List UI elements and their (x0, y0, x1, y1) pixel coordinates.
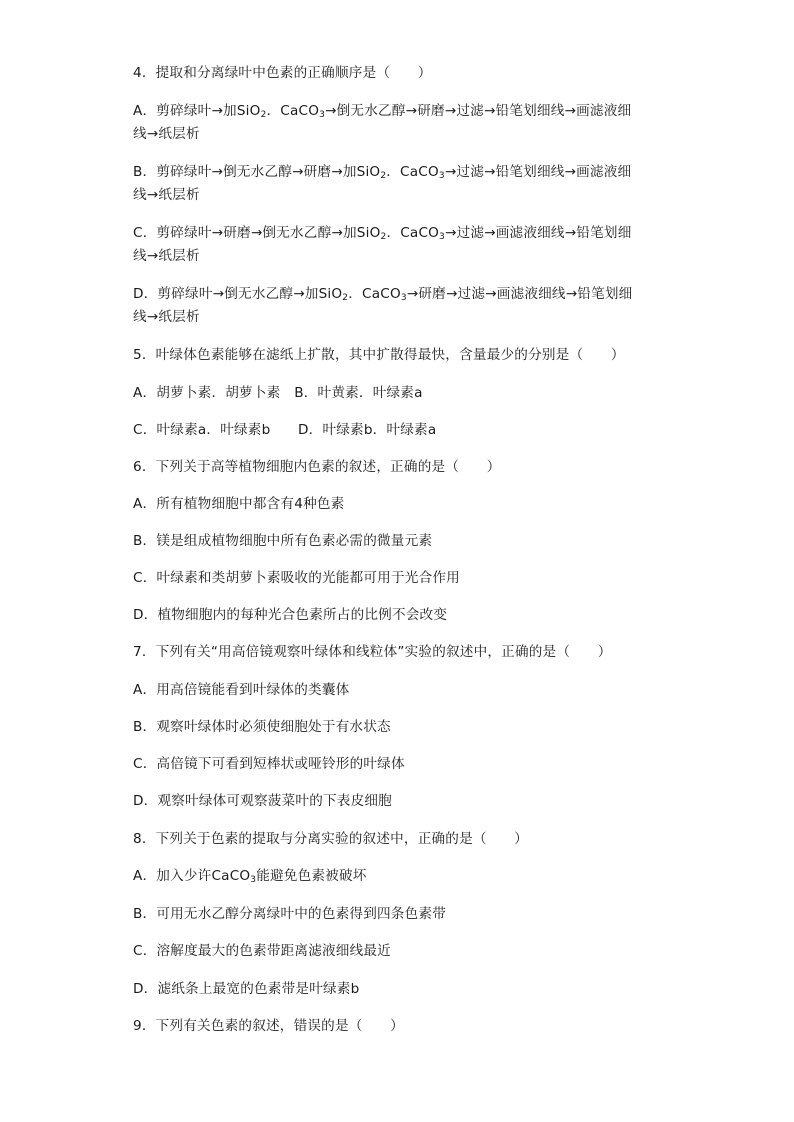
question-6-option-d: D．植物细胞内的每种光合色素所占的比例不会改变 (133, 607, 448, 623)
question-7-option-c: C．高倍镜下可看到短棒状或哑铃形的叶绿体 (133, 756, 405, 772)
question-4-stem: 4．提取和分离绿叶中色素的正确顺序是（ ） (133, 65, 432, 81)
question-5-options-cd: C．叶绿素a．叶绿素b D．叶绿素b．叶绿素a (133, 422, 437, 438)
question-8-option-b: B．可用无水乙醇分离绿叶中的色素得到四条色素带 (133, 906, 446, 922)
question-4-option-d-cont: 线→纸层析 (133, 309, 200, 325)
question-4-option-d: D．剪碎绿叶→倒无水乙醇→加SiO$_2$．CaCO$_3$→研磨→过滤→画滤液细线→铅笔划细 (133, 286, 633, 303)
question-7-option-a: A．用高倍镜能看到叶绿体的类囊体 (133, 682, 350, 698)
question-7-option-b: B．观察叶绿体时必须使细胞处于有水状态 (133, 719, 391, 735)
question-6-option-a: A．所有植物细胞中都含有4种色素 (133, 496, 345, 512)
question-4-option-a-cont: 线→纸层析 (133, 126, 200, 142)
question-8-option-a: A．加入少许CaCO$_3$能避免色素被破坏 (133, 868, 367, 885)
question-8-option-c: C．溶解度最大的色素带距离滤液细线最近 (133, 943, 391, 959)
question-5-stem: 5．叶绿体色素能够在滤纸上扩散，其中扩散得最快，含量最少的分别是（ ） (133, 347, 625, 363)
question-5-options-ab: A．胡萝卜素．胡萝卜素 B．叶黄素．叶绿素a (133, 385, 423, 401)
question-4-option-b: B．剪碎绿叶→倒无水乙醇→研磨→加SiO$_2$．CaCO$_3$→过滤→铅笔划细线→画滤液细 (133, 164, 632, 181)
question-9-stem: 9．下列有关色素的叙述，错误的是（ ） (133, 1018, 404, 1034)
question-8-stem: 8．下列关于色素的提取与分离实验的叙述中，正确的是（ ） (133, 831, 529, 847)
question-4-option-b-cont: 线→纸层析 (133, 187, 200, 203)
question-4-option-a: A．剪碎绿叶→加SiO$_2$．CaCO$_3$→倒无水乙醇→研磨→过滤→铅笔划细线→画滤液细 (133, 103, 632, 120)
question-4-option-c: C．剪碎绿叶→研磨→倒无水乙醇→加SiO$_2$．CaCO$_3$→过滤→画滤液细线→铅笔划细 (133, 225, 632, 242)
question-8-option-d: D．滤纸条上最宽的色素带是叶绿素b (133, 981, 360, 997)
question-6-stem: 6．下列关于高等植物细胞内色素的叙述，正确的是（ ） (133, 459, 501, 475)
question-7-stem: 7．下列有关“用高倍镜观察叶绿体和线粒体”实验的叙述中，正确的是（ ） (133, 644, 612, 660)
question-6-option-c: C．叶绿素和类胡萝卜素吸收的光能都可用于光合作用 (133, 570, 460, 586)
question-7-option-d: D．观察叶绿体可观察菠菜叶的下表皮细胞 (133, 793, 392, 809)
question-4-option-c-cont: 线→纸层析 (133, 248, 200, 264)
question-6-option-b: B．镁是组成植物细胞中所有色素必需的微量元素 (133, 533, 433, 549)
